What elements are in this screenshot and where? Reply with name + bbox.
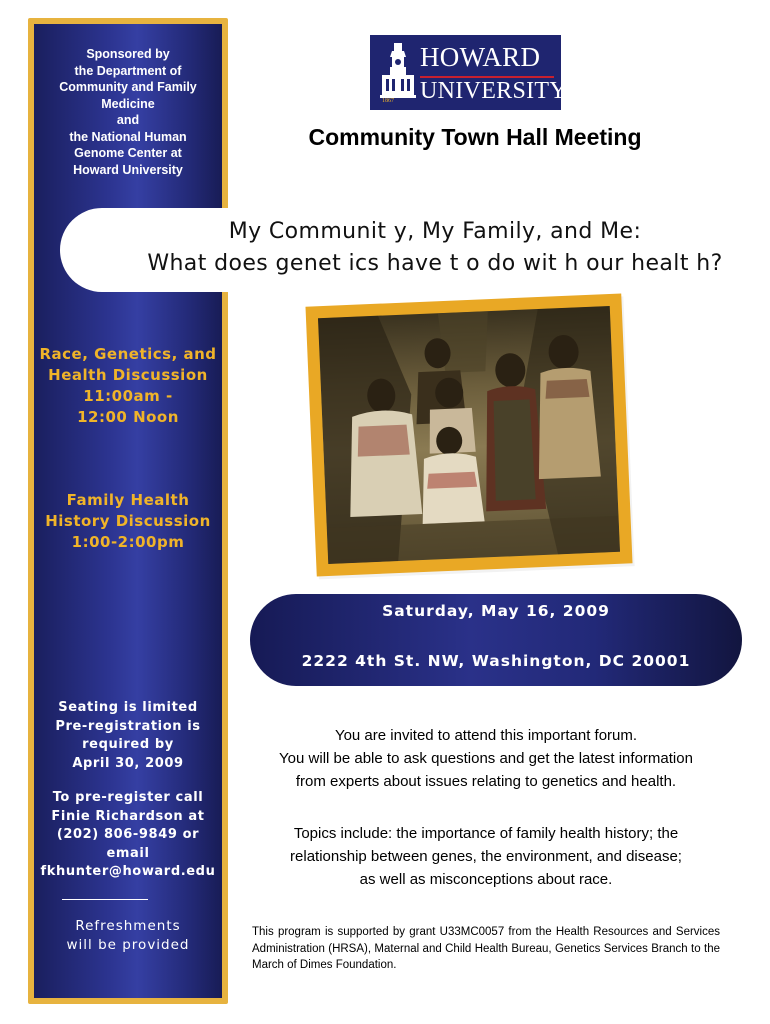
contact-line: email xyxy=(106,845,150,861)
session-time: 11:00am - xyxy=(83,387,173,405)
session-race-genetics xyxy=(28,344,228,428)
sponsor-line: Howard University xyxy=(73,162,183,177)
contact-info xyxy=(28,789,228,882)
invitation-line: You will be able to ask questions and get the latest information xyxy=(279,750,693,767)
refreshments-line: Refreshments xyxy=(75,918,181,934)
topics-line: as well as misconceptions about race. xyxy=(359,871,613,888)
registration-line: Seating is limited xyxy=(58,700,198,715)
registration-deadline: April 30, 2009 xyxy=(72,755,184,771)
refreshments-line: will be provided xyxy=(66,937,190,953)
sidebar-panel xyxy=(28,18,228,1004)
contact-line: To pre-register call xyxy=(52,790,204,805)
grant-acknowledgement: This program is supported by grant U33MC0057 from the Health Resources and Services Administration (HRSA), Maternal and Child Health Bureau, Genetics Services Branch to the March of Dimes Foundation. xyxy=(252,926,720,971)
session-line: Family Health xyxy=(66,491,190,509)
sponsor-line: Community and Family xyxy=(59,80,197,94)
photo-frame xyxy=(305,294,632,577)
contact-phone: (202) 806-9849 or xyxy=(56,827,200,842)
event-date: Saturday, May 16, 2009 xyxy=(382,602,610,620)
logo-text-howard: HOWARD xyxy=(420,42,541,72)
sponsor-line: Sponsored by xyxy=(86,47,170,61)
session-time: 1:00-2:00pm xyxy=(71,533,185,551)
sponsor-line: and xyxy=(116,113,140,127)
session-family-history xyxy=(28,490,228,553)
session-line: Race, Genetics, and xyxy=(39,345,217,363)
registration-line: required by xyxy=(82,737,174,752)
sponsor-line: the National Human xyxy=(69,129,187,144)
sponsor-line: the Department of xyxy=(74,63,182,78)
event-title: Community Town Hall Meeting xyxy=(308,124,642,150)
logo-text-university: UNIVERSITY xyxy=(420,78,567,104)
family-photo-icon xyxy=(318,306,620,564)
clock-tower-icon xyxy=(378,41,418,103)
sidebar-divider xyxy=(62,899,148,900)
sponsor-line: Medicine xyxy=(101,96,155,111)
session-line: History Discussion xyxy=(45,512,211,530)
howard-university-logo xyxy=(370,35,567,110)
contact-email-link[interactable]: fkhunter@howard.edu xyxy=(40,864,216,879)
invitation-line: from experts about issues relating to genetics and health. xyxy=(295,773,677,790)
topics-line: relationship between genes, the environment, and disease; xyxy=(290,848,682,865)
sponsor-line: Genome Center at xyxy=(74,146,182,160)
topics-text xyxy=(246,822,726,891)
headline-line-2: What does genet ics have t o do wit h our healt h? xyxy=(147,251,723,276)
event-address: 2222 4th St. NW, Washington, DC 20001 xyxy=(301,652,691,670)
sponsor-text xyxy=(28,46,228,178)
registration-notice xyxy=(28,699,228,773)
family-photo xyxy=(318,306,620,564)
headline-line-1: My Communit y, My Family, and Me: xyxy=(228,219,642,244)
date-location-banner xyxy=(250,594,742,686)
topics-line: Topics include: the importance of family health history; the xyxy=(293,825,679,842)
invitation-line: You are invited to attend this important forum. xyxy=(334,727,638,744)
headline xyxy=(120,216,750,280)
registration-line: Pre-registration is xyxy=(55,718,201,734)
refreshments-note xyxy=(28,917,228,955)
invitation-text xyxy=(246,724,726,793)
contact-line: Finie Richardson at xyxy=(51,808,205,824)
session-time: 12:00 Noon xyxy=(77,408,179,426)
session-line: Health Discussion xyxy=(48,366,208,384)
logo-year: 1867 xyxy=(382,98,394,104)
